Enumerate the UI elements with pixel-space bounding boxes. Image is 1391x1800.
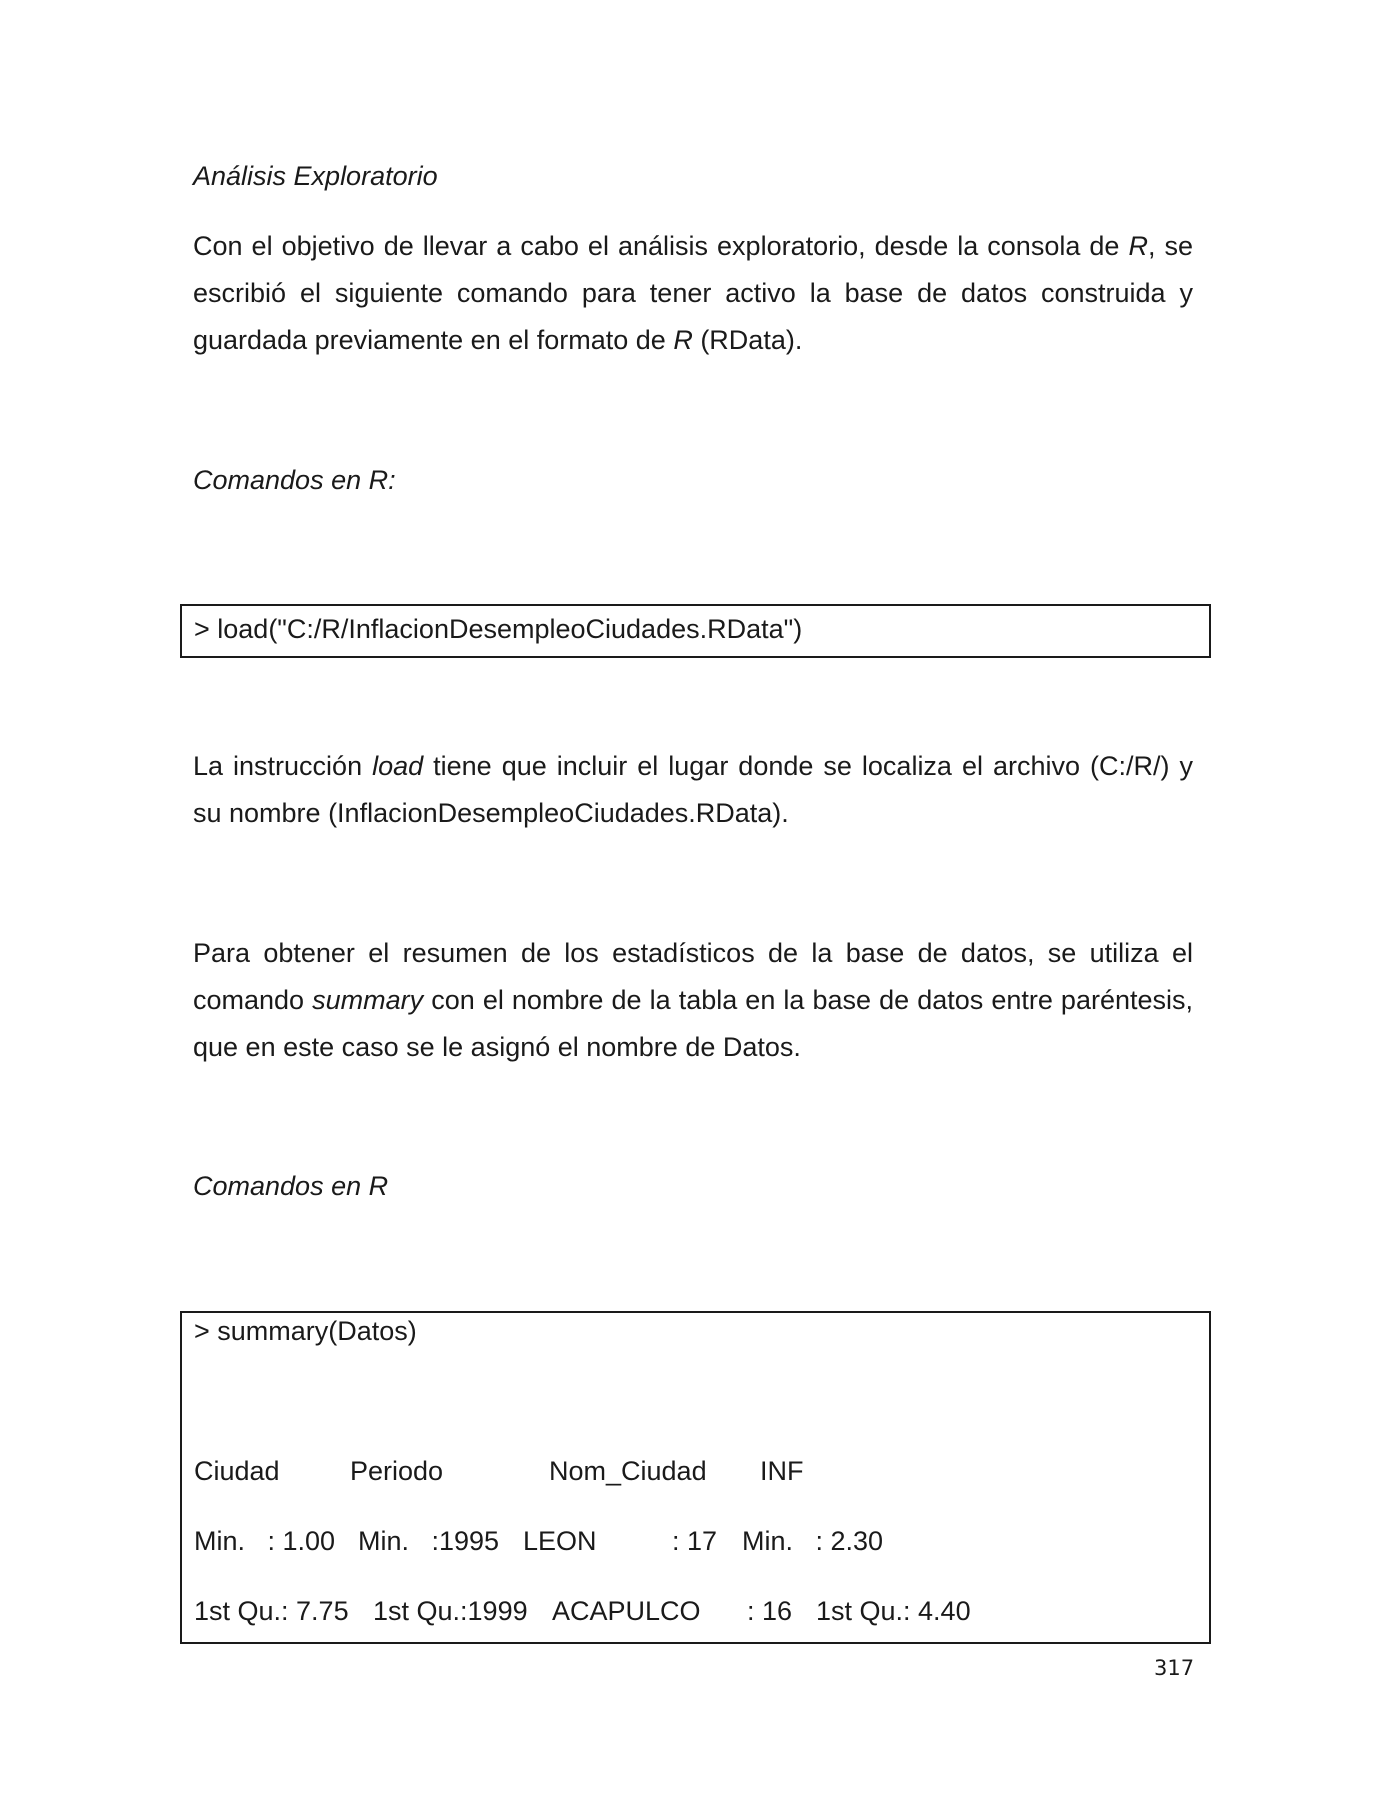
row1-periodo: Min. :1995 — [358, 1526, 500, 1556]
summary-explanation — [193, 930, 1193, 1071]
intro-text-3: (RData). — [692, 325, 803, 355]
summary-expl-text-2: con el nombre de la tabla en la base de datos entre paréntesis, que en este caso se le asignó el nombre de Datos. — [193, 985, 1193, 1062]
page-number: 317 — [1154, 1656, 1195, 1680]
row1-nom-count: : 17 — [672, 1526, 718, 1556]
commands-label-1: Comandos en R: — [193, 465, 396, 495]
header-ciudad: Ciudad — [194, 1456, 280, 1486]
row1-ciudad: Min. : 1.00 — [194, 1526, 336, 1556]
header-nom-ciudad: Nom_Ciudad — [549, 1456, 707, 1486]
row2-nom-ciudad: ACAPULCO — [552, 1596, 701, 1626]
row2-inf: 1st Qu.: 4.40 — [816, 1596, 971, 1626]
section-title: Análisis Exploratorio — [193, 161, 438, 191]
intro-text-1: Con el objetivo de llevar a cabo el análisis exploratorio, desde la consola de — [193, 231, 1129, 261]
summary-command: > summary(Datos) — [194, 1316, 417, 1346]
intro-r-1: R — [1128, 231, 1148, 261]
intro-text-2: , se escribió el siguiente comando para tener activo la base de datos construida y guardada previamente en el formato de — [193, 231, 1193, 355]
row2-periodo: 1st Qu.:1999 — [373, 1596, 528, 1626]
intro-r-2: R — [673, 325, 693, 355]
commands-label-2: Comandos en R — [193, 1171, 389, 1201]
load-expl-text-2: tiene que incluir el lugar donde se localiza el archivo (C:/R/) y su nombre (InflacionDesempleoCiudades.RData). — [193, 751, 1193, 828]
intro-paragraph — [193, 223, 1193, 364]
summary-keyword: summary — [312, 985, 424, 1015]
load-command: > load("C:/R/InflacionDesempleoCiudades.RData") — [194, 614, 803, 644]
header-periodo: Periodo — [350, 1456, 444, 1486]
summary-output-box — [180, 1311, 1211, 1644]
load-explanation — [193, 743, 1193, 837]
load-expl-text-1: La instrucción — [193, 751, 373, 781]
load-command-box — [180, 604, 1211, 658]
row1-inf: Min. : 2.30 — [742, 1526, 884, 1556]
load-keyword: load — [372, 751, 424, 781]
row2-nom-count: : 16 — [747, 1596, 793, 1626]
header-inf: INF — [760, 1456, 804, 1486]
summary-expl-text-1: Para obtener el resumen de los estadísticos de la base de datos, se utiliza el comando — [193, 938, 1193, 1015]
row2-ciudad: 1st Qu.: 7.75 — [194, 1596, 349, 1626]
row1-nom-ciudad: LEON — [523, 1526, 597, 1556]
